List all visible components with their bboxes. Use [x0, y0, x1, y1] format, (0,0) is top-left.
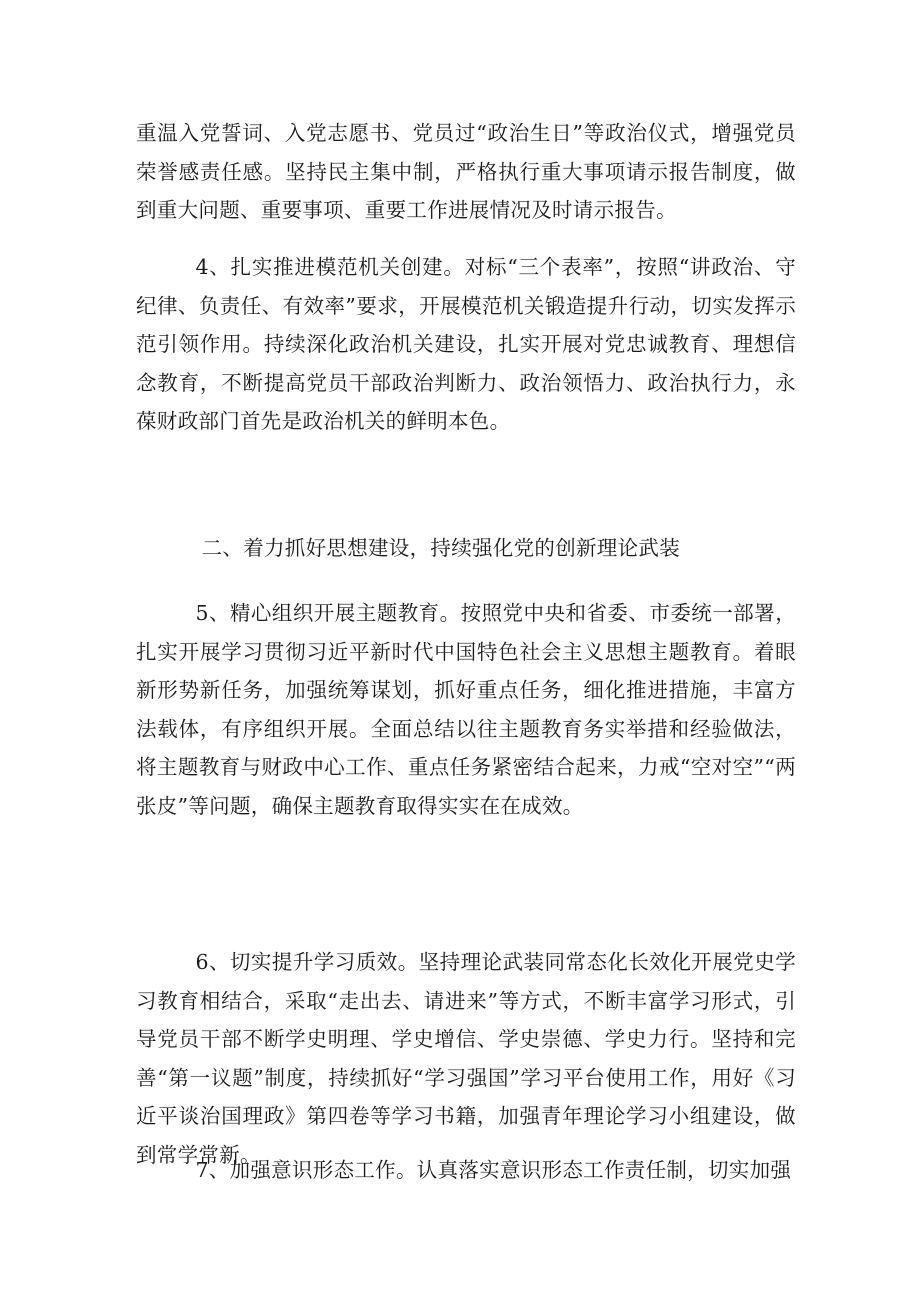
paragraph-item-6: 6、切实提升学习质效。坚持理论武装同常态化长效化开展党史学习教育相结合，采取“走出去、请进来”等方式，不断丰富学习形式，引导党员干部不断学史明理、学史增信、学史崇德、学史力行。坚持和完善“第一议题”制度，持续抓好“学习强国”学习平台使用工作，用好《习近平谈治国理政》第四卷等学习书籍，加强青年理论学习小组建设，做到常学常新。 — [136, 950, 796, 1167]
paragraph-item-4: 4、扎实推进模范机关创建。对标“三个表率”，按照“讲政治、守纪律、负责任、有效率”要求，开展模范机关锻造提升行动，切实发挥示范引领作用。持续深化政治机关建设，扎实开展对党忠诚教育、理想信念教育，不断提高党员干部政治判断力、政治领悟力、政治执行力，永葆财政部门首先是政治机关的鲜明本色。 — [136, 255, 796, 434]
paragraph-item-7: 7、加强意识形态工作。认真落实意识形态工作责任制，切实加强 — [195, 1158, 792, 1182]
paragraph-item-5: 5、精心组织开展主题教育。按照党中央和省委、市委统一部署，扎实开展学习贯彻习近平新时代中国特色社会主义思想主题教育。着眼新形势新任务，加强统筹谋划，抓好重点任务，细化推进措施，丰富方法载体，有序组织开展。全面总结以往主题教育务实举措和经验做法，将主题教育与财政中心工作、重点任务紧密结合起来，力戒“空对空”“两张皮”等问题，确保主题教育取得实实在在成效。 — [136, 601, 796, 818]
paragraph-continuation: 重温入党誓词、入党志愿书、党员过“政治生日”等政治仪式，增强党员荣誉感责任感。坚持民主集中制，严格执行重大事项请示报告制度，做到重大问题、重要事项、重要工作进展情况及时请示报告。 — [136, 121, 796, 223]
section-heading-2: 二、着力抓好思想建设，持续强化党的创新理论武装 — [201, 536, 680, 560]
